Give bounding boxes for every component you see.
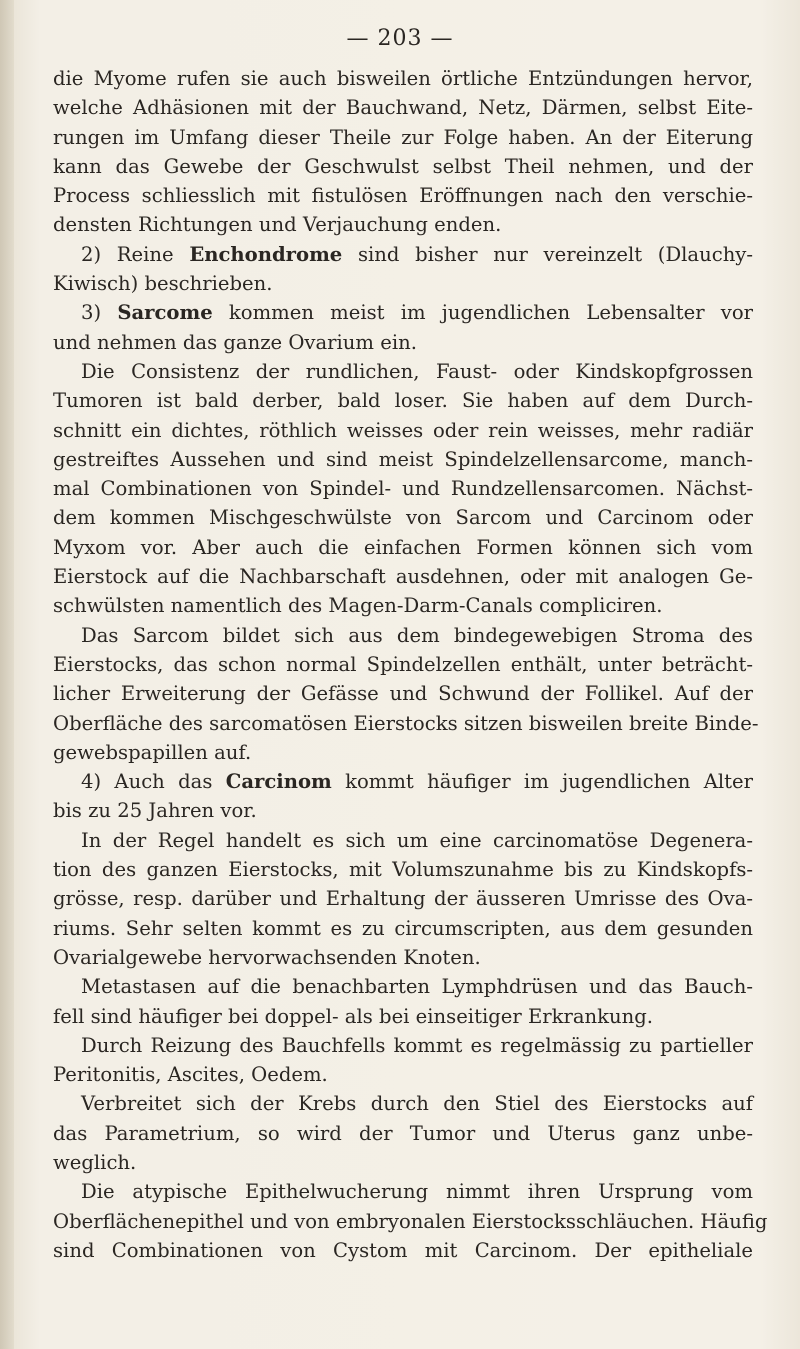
text-line: grösse, resp. darüber und Erhaltung der äusseren Umrisse des Ova- — [53, 887, 753, 911]
text-line: die Myome rufen sie auch bisweilen örtliche Entzündungen hervor, — [53, 67, 753, 90]
text-line: 3) Sarcome kommen meist im jugendlichen Lebensalter vor — [81, 301, 753, 325]
text-line: Verbreitet sich der Krebs durch den Stiel des Eierstocks auf — [81, 1092, 753, 1116]
text-line: Die atypische Epithelwucherung nimmt ihren Ursprung vom — [81, 1180, 753, 1204]
text-line: Durch Reizung des Bauchfells kommt es regelmässig zu partieller — [81, 1033, 753, 1057]
text-line: dem kommen Mischgeschwülste von Sarcom und Carcinom oder — [53, 506, 753, 530]
text-line: Eierstock auf die Nachbarschaft ausdehnen, oder mit analogen Ge- — [53, 565, 753, 589]
text-line: Process schliesslich mit fistulösen Eröffnungen nach den verschie- — [53, 184, 753, 208]
heading-word: Sarcome — [117, 301, 213, 325]
text-line: 2) Reine Enchondrome sind bisher nur vereinzelt (Dlauchy- — [81, 242, 753, 266]
text-line: Kiwisch) beschrieben. — [53, 272, 273, 296]
text-line: Metastasen auf die benachbarten Lymphdrüsen und das Bauch- — [81, 975, 753, 999]
heading-word: Enchondrome — [189, 242, 343, 266]
text-line: Das Sarcom bildet sich aus dem bindegewebigen Stroma des — [81, 623, 753, 647]
text-line: rungen im Umfang dieser Theile zur Folge haben. An der Eiterung — [53, 125, 753, 149]
text-line: Eierstocks, das schon normal Spindelzellen enthält, unter beträcht- — [53, 652, 753, 676]
text-line: Oberflächenepithel und von embryonalen Eierstocksschläuchen. Häufig — [53, 1209, 768, 1233]
text-line: Die Consistenz der rundlichen, Faust- oder Kindskopfgrossen — [81, 359, 753, 383]
text-line: Oberfläche des sarcomatösen Eierstocks sitzen bisweilen breite Binde- — [53, 711, 759, 735]
text-line: licher Erweiterung der Gefässe und Schwund der Follikel. Auf der — [53, 682, 753, 706]
text-line: und nehmen das ganze Ovarium ein. — [53, 330, 417, 354]
text-line: tion des ganzen Eierstocks, mit Volumszunahme bis zu Kindskopfs- — [53, 858, 753, 882]
heading-word: Carcinom — [225, 770, 332, 794]
text-line: fell sind häufiger bei doppel- als bei einseitiger Erkrankung. — [53, 1004, 654, 1028]
text-line: bis zu 25 Jahren vor. — [53, 799, 257, 823]
text-line: riums. Sehr selten kommt es zu circumscripten, aus dem gesunden — [53, 916, 753, 940]
text-line: Myxom vor. Aber auch die einfachen Formen können sich vom — [53, 535, 753, 559]
text-line: schnitt ein dichtes, röthlich weisses oder rein weisses, mehr radiär — [53, 418, 753, 442]
text-line: densten Richtungen und Verjauchung enden. — [53, 213, 502, 237]
text-line: das Parametrium, so wird der Tumor und Uterus ganz unbe- — [53, 1121, 753, 1145]
text-line: In der Regel handelt es sich um eine carcinomatöse Degenera- — [81, 828, 753, 852]
text-line: mal Combinationen von Spindel- und Rundzellensarcomen. Nächst- — [53, 477, 753, 501]
text-line: gestreiftes Aussehen und sind meist Spindelzellensarcome, manch- — [53, 447, 753, 471]
text-line: kann das Gewebe der Geschwulst selbst Theil nehmen, und der — [53, 154, 753, 178]
page-binding-edge — [0, 0, 14, 1349]
text-line: 4) Auch das Carcinom kommt häufiger im jugendlichen Alter — [81, 770, 753, 794]
text-line: Ovarialgewebe hervorwachsenden Knoten. — [53, 945, 481, 969]
text-line: weglich. — [53, 1150, 137, 1174]
text-line: Peritonitis, Ascites, Oedem. — [53, 1063, 328, 1087]
text-line: gewebspapillen auf. — [53, 740, 252, 764]
text-line: schwülsten namentlich des Magen-Darm-Canals compliciren. — [53, 594, 663, 618]
text-line: Tumoren ist bald derber, bald loser. Sie haben auf dem Durch- — [53, 389, 753, 413]
page-number: — 203 — — [346, 26, 454, 51]
text-line: sind Combinationen von Cystom mit Carcinom. Der epitheliale — [53, 1238, 753, 1262]
text-line: welche Adhäsionen mit der Bauchwand, Netz, Därmen, selbst Eite- — [53, 96, 753, 120]
body-text — [53, 64, 768, 1265]
